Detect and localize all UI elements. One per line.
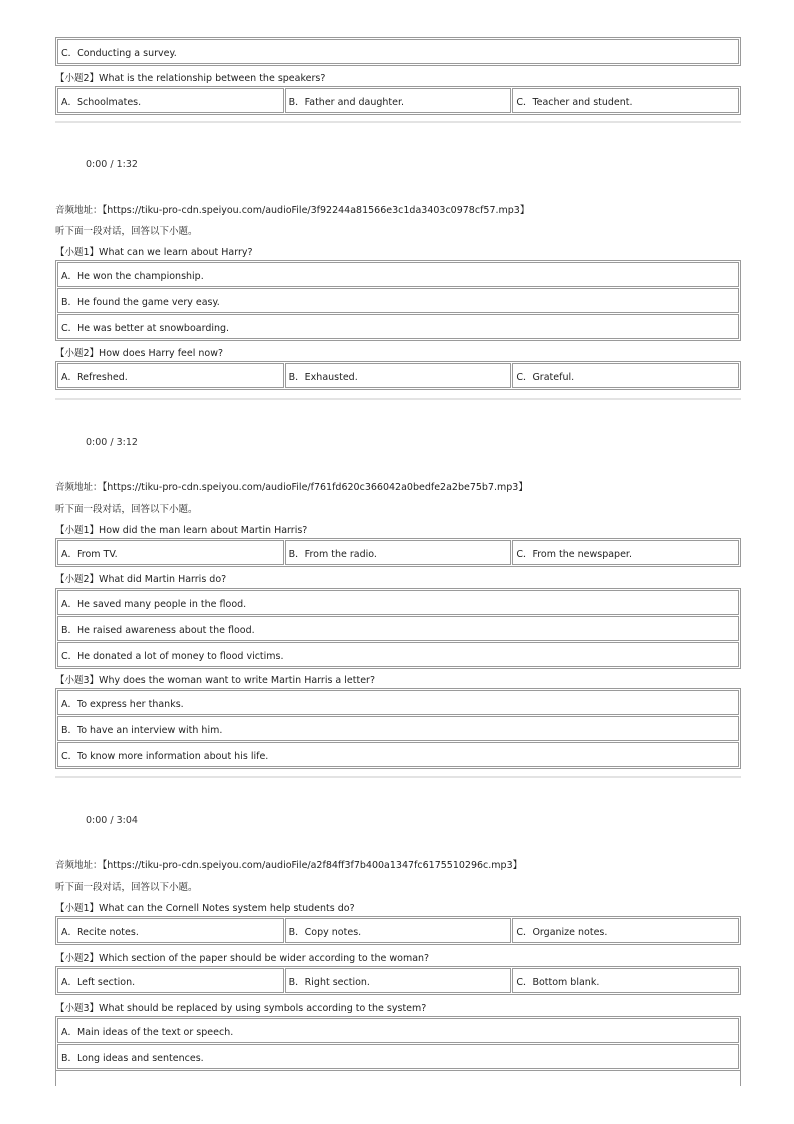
option-b[interactable]: B．He found the game very easy. [57,288,739,313]
option-a[interactable]: A．He saved many people in the flood. [57,590,739,615]
option-table [55,361,741,390]
audio-player-time[interactable]: 0:00 / 1:32 [86,159,138,170]
option-b[interactable]: B．From the radio. [285,540,512,565]
question-text: 【小题1】What can we learn about Harry? [55,247,253,258]
option-c[interactable]: C．Bottom blank. [512,968,739,993]
audio-player-time[interactable]: 0:00 / 3:04 [86,815,138,826]
option-b[interactable]: B．Long ideas and sentences. [57,1044,739,1069]
question-text: 【小题3】Why does the woman want to write Martin Harris a letter? [55,675,375,686]
option-c[interactable]: C．From the newspaper. [512,540,739,565]
option-b[interactable]: B．To have an interview with him. [57,716,739,741]
question-text: 【小题3】What should be replaced by using symbols according to the system? [55,1003,427,1014]
option-table [55,688,741,769]
option-c[interactable]: C．Organize notes. [512,918,739,943]
option-a[interactable]: A．He won the championship. [57,262,739,287]
instruction-text: 听下面一段对话，回答以下小题。 [55,504,198,515]
option-table [55,538,741,567]
option-table [55,260,741,341]
audio-url: 音频地址：【https://tiku-pro-cdn.speiyou.com/audioFile/f761fd620c366042a0bedfe2a2be75b7.mp3】 [55,482,528,493]
table-border-continuation [55,1066,56,1086]
option-c[interactable]: C．Teacher and student. [512,88,739,113]
table-border-continuation [740,1066,741,1086]
audio-url: 音频地址：【https://tiku-pro-cdn.speiyou.com/audioFile/3f92244a81566e3c1da3403c0978cf57.mp3】 [55,205,530,216]
option-a[interactable]: A．Main ideas of the text or speech. [57,1018,739,1043]
option-b[interactable]: B．Exhausted. [285,363,512,388]
option-b[interactable]: B．Copy notes. [285,918,512,943]
option-table [55,588,741,669]
option-a[interactable]: A．From TV. [57,540,284,565]
audio-url: 音频地址：【https://tiku-pro-cdn.speiyou.com/audioFile/a2f84ff3f7b400a1347fc6175510296c.mp3】 [55,860,523,871]
option-c[interactable]: C．Grateful. [512,363,739,388]
section-divider [55,776,741,778]
option-b[interactable]: B．He raised awareness about the flood. [57,616,739,641]
question-text: 【小题2】Which section of the paper should be wider according to the woman? [55,953,430,964]
option-b[interactable]: B．Right section. [285,968,512,993]
instruction-text: 听下面一段对话，回答以下小题。 [55,882,198,893]
section-divider [55,121,741,123]
option-a[interactable]: A．Recite notes. [57,918,284,943]
option-b[interactable]: B．Father and daughter. [285,88,512,113]
option-table [55,37,741,66]
audio-player-time[interactable]: 0:00 / 3:12 [86,437,138,448]
option-a[interactable]: A．Schoolmates. [57,88,284,113]
option-table [55,1016,741,1071]
question-text: 【小题2】How does Harry feel now? [55,348,224,359]
question-text: 【小题2】What did Martin Harris do? [55,574,227,585]
option-c[interactable]: C．To know more information about his life. [57,742,739,767]
section-divider [55,398,741,400]
instruction-text: 听下面一段对话，回答以下小题。 [55,226,198,237]
option-c[interactable]: C．He donated a lot of money to flood victims. [57,642,739,667]
option-a[interactable]: A．Refreshed. [57,363,284,388]
question-text: 【小题1】How did the man learn about Martin Harris? [55,525,308,536]
option-table [55,916,741,945]
option-c[interactable]: C．He was better at snowboarding. [57,314,739,339]
option-table [55,966,741,995]
option-a[interactable]: A．Left section. [57,968,284,993]
option-a[interactable]: A．To express her thanks. [57,690,739,715]
question-text: 【小题1】What can the Cornell Notes system help students do? [55,903,355,914]
option-table [55,86,741,115]
option-c[interactable]: C．Conducting a survey. [57,39,739,64]
question-text: 【小题2】What is the relationship between the speakers? [55,73,326,84]
